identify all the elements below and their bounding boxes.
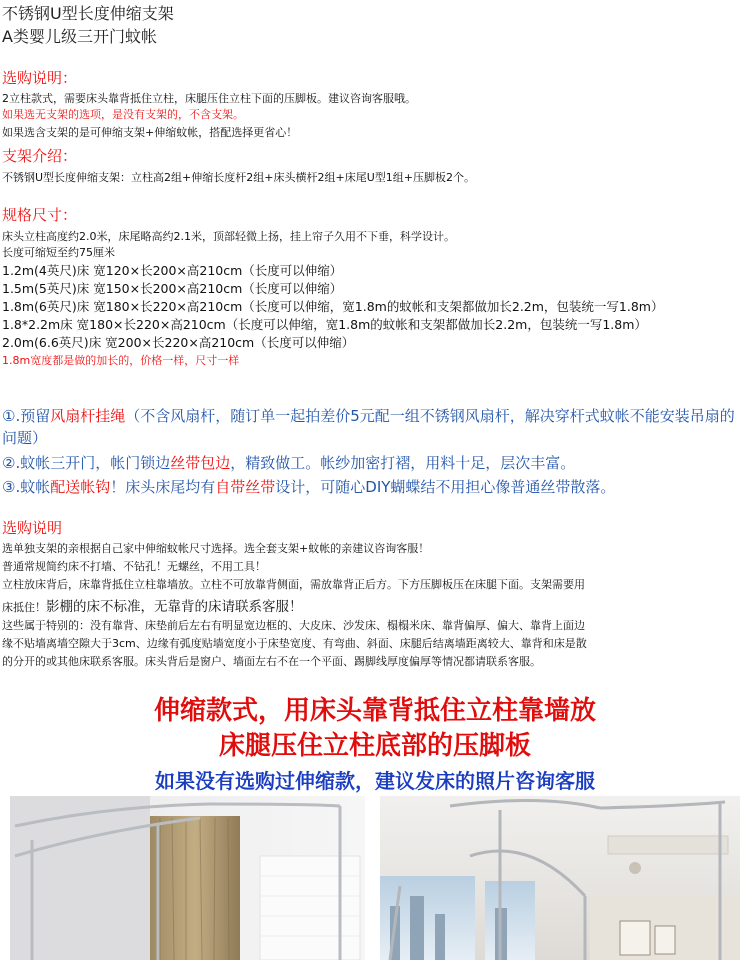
- bracket-intro-heading: 支架介绍：: [2, 147, 78, 165]
- bracket-intro-text: 不锈钢U型长度伸缩支架：立柱高2组+伸缩长度杆2组+床头横杆2组+床尾U型1组+压脚板2个。: [2, 171, 475, 184]
- size-row: 2.0m(6.6英尺)床 宽200×长220×高210cm（长度可以伸缩）: [2, 335, 355, 350]
- purchase-notes-2-line-4: [2, 596, 303, 616]
- purchase-notes-2-heading: 选购说明: [2, 519, 63, 537]
- size-row: 1.2m(4英尺)床 宽120×长200×高210cm（长度可以伸缩）: [2, 263, 343, 278]
- feature-2: [2, 452, 575, 474]
- bed-frame-photo-right: [380, 796, 740, 960]
- banner-line-2: 床腿压住立柱底部的压脚板: [218, 731, 531, 761]
- feature-3-pre: ③.蚊帐: [2, 478, 51, 496]
- purchase-notes-2-line-6: 缘不贴墙离墙空隙大于3cm、边缘有弧度贴墙宽度小于床垫宽度、有弯曲、斜面、床腿后结离墙距离较大、靠背和床是散: [2, 637, 587, 650]
- specs-note: 1.8m宽度都是做的加长的，价格一样，尺寸一样: [2, 354, 240, 367]
- purchase-notes-2-line-4a: 床抵住！: [2, 601, 46, 614]
- feature-3-highlight-1: 配送帐钩: [50, 478, 111, 496]
- feature-1-post: （不含风扇杆，随订单一起拍差价5元配一组不锈钢风扇杆，解决穿杆式蚊帐不能安装吊扇的问题）: [2, 407, 735, 447]
- feature-3: [2, 476, 615, 498]
- size-row: 1.8*2.2m床 宽180×长220×高210cm（长度可以伸缩，宽1.8m的蚊帐和支架都做加长2.2m，包装统一写1.8m）: [2, 317, 647, 332]
- purchase-note-3: 如果选含支架的是可伸缩支架+伸缩蚊帐，搭配选择更省心！: [2, 126, 298, 139]
- product-subtitle: A类婴儿级三开门蚊帐: [2, 27, 157, 46]
- feature-3-mid: ！床头床尾均有: [110, 478, 216, 496]
- size-row: 1.5m(5英尺)床 宽150×长200×高210cm（长度可以伸缩）: [2, 281, 343, 296]
- banner-line-1: 伸缩款式，用床头靠背抵住立柱靠墙放: [153, 696, 596, 726]
- banner-line-3: 如果没有选购过伸缩款，建议发床的照片咨询客服: [155, 769, 595, 793]
- purchase-notes-2-line-3: 立柱放床背后，床靠背抵住立柱靠墙放。立柱不可放靠背侧面，需放靠背正后方。下方压脚板压在床腿下面。支架需要用: [2, 578, 585, 591]
- product-title: 不锈钢U型长度伸缩支架: [2, 4, 174, 23]
- feature-3-post: 设计，可随心DIY蝴蝶结不用担心像普通丝带散落。: [275, 478, 616, 496]
- feature-2-post: ，精致做工。帐纱加密打褶，用料十足，层次丰富。: [230, 454, 576, 472]
- purchase-note-1: 2立柱款式，需要床头靠背抵住立柱，床腿压住立柱下面的压脚板。建议咨询客服哦。: [2, 92, 416, 105]
- specs-line-2: 长度可缩短至约75厘米: [2, 246, 115, 259]
- feature-1-highlight: 风扇杆挂绳: [50, 407, 126, 425]
- feature-1: [2, 405, 742, 449]
- size-row: 1.8m(6英尺)床 宽180×长220×高210cm（长度可以伸缩，宽1.8m的蚊帐和支架都做加长2.2m，包装统一写1.8m）: [2, 299, 664, 314]
- specs-line-1: 床头立柱高度约2.0米，床尾略高约2.1米，顶部轻微上扬，挂上帘子久用不下垂，科学设计。: [2, 230, 455, 243]
- feature-3-highlight-2: 自带丝带: [215, 478, 276, 496]
- purchase-notes-2-line-5: 这些属于特别的：没有靠背、床垫前后左右有明显宽边框的、大皮床、沙发床、榻榻米床、靠背偏厚、偏大、靠背上面边: [2, 619, 585, 632]
- purchase-notes-2-line-4b: 影棚的床不标准，无靠背的床请联系客服！: [46, 599, 303, 615]
- specs-heading: 规格尺寸：: [2, 206, 78, 224]
- purchase-notes-2-line-2: 普通常规简约床不打墙、不钻孔！无螺丝，不用工具！: [2, 560, 266, 573]
- purchase-note-2: 如果选无支架的选项，是没有支架的，不含支架。: [2, 108, 244, 121]
- purchase-notes-heading: 选购说明：: [2, 69, 78, 87]
- purchase-notes-2-line-7: 的分开的或其他床联系客服。床头背后是窗户、墙面左右不在一个平面、踢脚线厚度偏厚等情况都请联系客服。: [2, 655, 541, 668]
- feature-2-pre: ②.蚊帐三开门，帐门锁边: [2, 454, 171, 472]
- purchase-notes-2-line-1: 选单独支架的亲根据自己家中伸缩蚊帐尺寸选择。选全套支架+蚊帐的亲建议咨询客服！: [2, 542, 430, 555]
- feature-2-highlight: 丝带包边: [170, 454, 231, 472]
- feature-1-pre: ①.预留: [2, 407, 51, 425]
- bed-frame-photo-left: [10, 796, 365, 960]
